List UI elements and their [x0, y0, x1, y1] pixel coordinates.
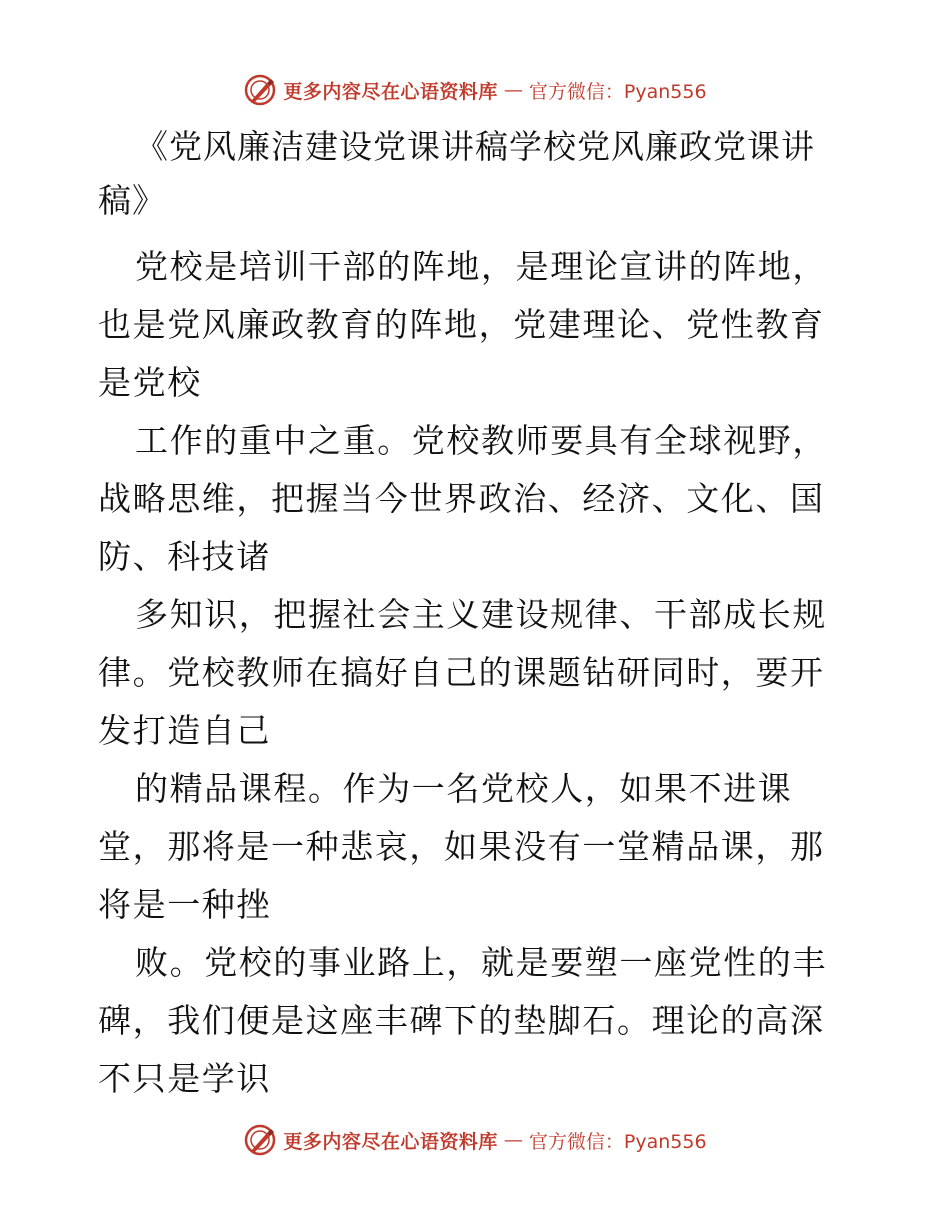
pen-logo-icon	[243, 1123, 277, 1157]
banner-wechat-text: 官方微信：Pyan556	[528, 1130, 707, 1153]
paragraph-1: 党校是培训干部的阵地，是理论宣讲的阵地，也是党风廉政教育的阵地，党建理论、党性教育是党校	[98, 247, 827, 402]
header-banner	[0, 70, 950, 110]
paragraph-3: 多知识，把握社会主义建设规律、干部成长规律。党校教师在搞好自己的课题钻研同时，要开发打造自己	[98, 595, 827, 750]
pen-logo-icon	[243, 73, 277, 107]
paragraph-5: 败。党校的事业路上，就是要塑一座党性的丰碑，我们便是这座丰碑下的垫脚石。理论的高深不只是学识	[98, 943, 827, 1098]
footer-banner	[0, 1120, 950, 1160]
document-body	[98, 120, 858, 1108]
banner-separator: —	[503, 1129, 523, 1151]
banner-separator: —	[503, 79, 523, 101]
banner-wechat-text: 官方微信：Pyan556	[528, 80, 707, 103]
banner-site-text: 更多内容尽在心语资料库	[283, 80, 498, 103]
banner-site-text: 更多内容尽在心语资料库	[283, 1130, 498, 1153]
paragraph-2: 工作的重中之重。党校教师要具有全球视野，战略思维，把握当今世界政治、经济、文化、国防、科技诸	[98, 421, 827, 576]
paragraph-4: 的精品课程。作为一名党校人，如果不进课堂，那将是一种悲哀，如果没有一堂精品课，那将是一种挫	[98, 769, 825, 924]
document-title: 《党风廉洁建设党课讲稿学校党风廉政党课讲稿》	[98, 127, 815, 220]
